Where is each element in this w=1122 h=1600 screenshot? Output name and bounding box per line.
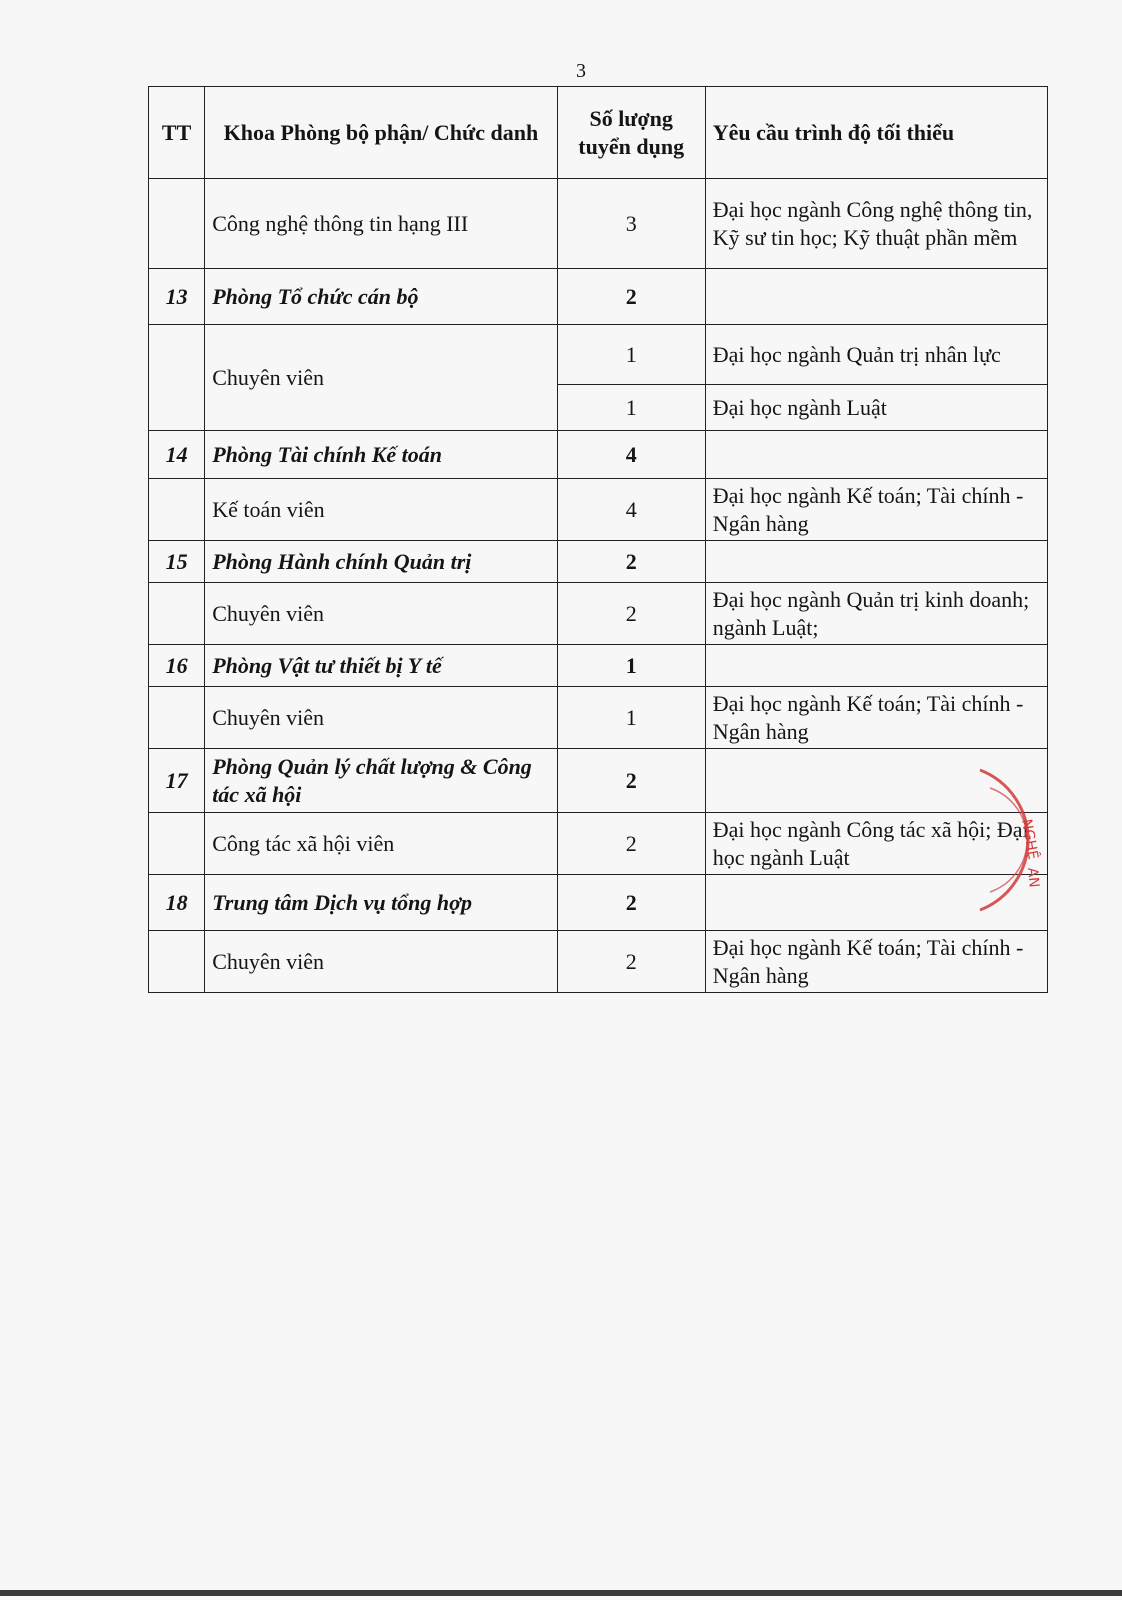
row-position: Kế toán viên [205,479,557,541]
department-tt: 17 [149,749,205,813]
row-quantity: 2 [557,583,705,645]
department-requirement [705,645,1047,687]
department-quantity: 1 [557,645,705,687]
row-position: Chuyên viên [205,325,557,431]
row-requirement: Đại học ngành Kế toán; Tài chính - Ngân hàng [705,687,1047,749]
department-quantity: 2 [557,875,705,931]
table-row [149,813,1048,875]
table-row [149,179,1048,269]
row-requirement: Đại học ngành Quản trị nhân lực [705,325,1047,385]
department-row [149,875,1048,931]
row-requirement: Đại học ngành Công tác xã hội; Đại học ngành Luật [705,813,1047,875]
row-quantity: 3 [557,179,705,269]
row-requirement: Đại học ngành Kế toán; Tài chính - Ngân hàng [705,479,1047,541]
row-quantity: 1 [557,325,705,385]
department-tt: 18 [149,875,205,931]
header-quantity: Số lượng tuyển dụng [557,87,705,179]
department-requirement [705,541,1047,583]
table-row [149,583,1048,645]
department-name: Phòng Tổ chức cán bộ [205,269,557,325]
department-quantity: 2 [557,269,705,325]
table-row [149,931,1048,993]
page-number: 3 [576,60,586,82]
row-tt [149,479,205,541]
department-row [149,431,1048,479]
row-quantity: 2 [557,931,705,993]
department-requirement [705,749,1047,813]
recruitment-table [148,86,1048,993]
header-tt: TT [149,87,205,179]
row-position: Công nghệ thông tin hạng III [205,179,557,269]
department-name: Phòng Hành chính Quản trị [205,541,557,583]
scan-edge [0,1590,1122,1596]
table-row [149,325,1048,385]
department-name: Trung tâm Dịch vụ tổng hợp [205,875,557,931]
department-row [149,749,1048,813]
department-tt: 15 [149,541,205,583]
department-row [149,645,1048,687]
department-requirement [705,431,1047,479]
department-requirement [705,875,1047,931]
row-tt [149,813,205,875]
row-position: Chuyên viên [205,583,557,645]
header-requirement: Yêu cầu trình độ tối thiểu [705,87,1047,179]
department-tt: 14 [149,431,205,479]
row-quantity: 2 [557,813,705,875]
svg-text:AN: AN [1024,866,1042,889]
department-quantity: 2 [557,749,705,813]
row-tt [149,687,205,749]
row-quantity: 1 [557,385,705,431]
department-quantity: 4 [557,431,705,479]
department-tt: 16 [149,645,205,687]
row-position: Chuyên viên [205,931,557,993]
row-requirement: Đại học ngành Kế toán; Tài chính - Ngân hàng [705,931,1047,993]
department-name: Phòng Quản lý chất lượng & Công tác xã hội [205,749,557,813]
row-requirement: Đại học ngành Công nghệ thông tin, Kỹ sư tin học; Kỹ thuật phần mềm [705,179,1047,269]
department-tt: 13 [149,269,205,325]
table-row [149,687,1048,749]
svg-text:NGHỆ: NGHỆ [1018,817,1041,861]
row-quantity: 1 [557,687,705,749]
row-requirement: Đại học ngành Luật [705,385,1047,431]
row-quantity: 4 [557,479,705,541]
department-quantity: 2 [557,541,705,583]
row-tt [149,931,205,993]
row-tt [149,325,205,431]
table-row [149,479,1048,541]
row-tt [149,179,205,269]
department-name: Phòng Vật tư thiết bị Y tế [205,645,557,687]
department-row [149,269,1048,325]
row-tt [149,583,205,645]
row-position: Chuyên viên [205,687,557,749]
department-requirement [705,269,1047,325]
table-header-row [149,87,1048,179]
row-position: Công tác xã hội viên [205,813,557,875]
row-requirement: Đại học ngành Quản trị kinh doanh; ngành Luật; [705,583,1047,645]
department-row [149,541,1048,583]
department-name: Phòng Tài chính Kế toán [205,431,557,479]
header-department: Khoa Phòng bộ phận/ Chức danh [205,87,557,179]
